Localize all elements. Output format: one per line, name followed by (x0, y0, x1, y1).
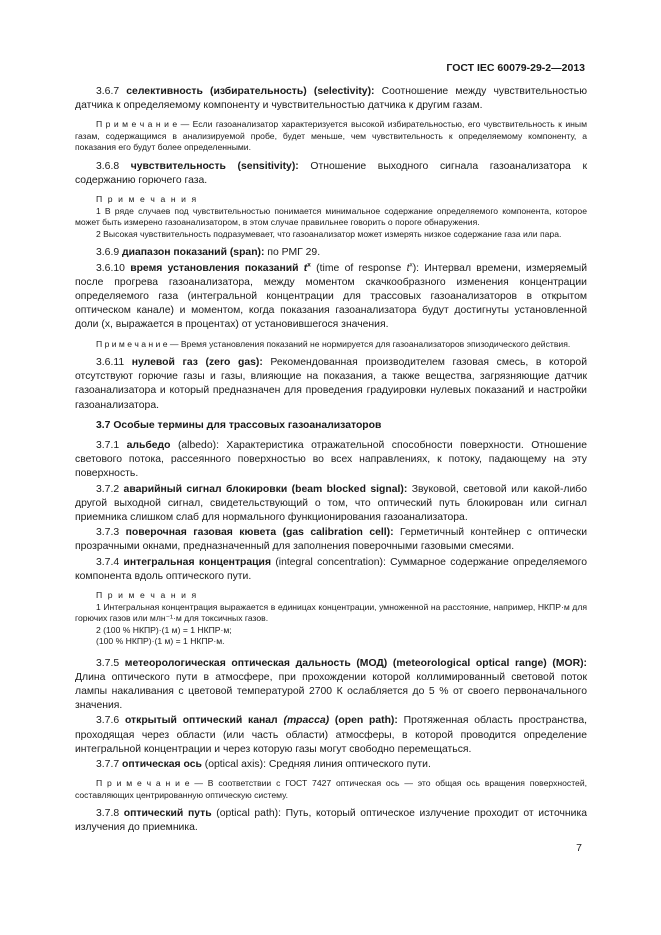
clause-3-7-6: 3.7.6 открытый оптический канал (трасса) (open path): Протяженная область пространства, проходящая через области (или часть области) атмосферы, в которой проводится определение интегральной концентрации и через которую газы могут свободно перемещаться. (75, 715, 587, 755)
clause-3-6-11: 3.6.11 нулевой газ (zero gas): Рекомендованная производителем газовая смесь, в которой отсутствуют горючие газы и газы, влияющие на показания, а также вещества, загрязняющие датчик газоанализатора и который предназначен для проведения градуировки нулевых показаний и настройки газоанализатора. (75, 357, 588, 411)
clause-3-7-3: 3.7.3 поверочная газовая кювета (gas calibration cell): Герметичный контейнер с оптически прозрачными окнами, предназначенный для заполнения поверочными газовыми смесями. (75, 527, 588, 553)
note-line: (100 % НКПР)·(1 м) = 1 НКПР·м. (96, 636, 225, 647)
clause-3-6-7: 3.6.7 селективность (избирательность) (selectivity): Соотношение между чувствительностью датчика к определяемому компоненту и чувствительностью датчика к другим газам. (75, 86, 587, 112)
clause-3-6-9: 3.6.9 диапазон показаний (span): по РМГ 29. (96, 247, 321, 259)
notes-title: П р и м е ч а н и я (96, 194, 198, 205)
note-line: 1 Интегральная концентрация выражается в единицах концентрации, умноженной на расстояние, например, НКПР·м для горючих газов или млн⁻¹·м для токсичных газов. (75, 601, 587, 624)
note-3-7-7: П р и м е ч а н и е — В соответствии с ГОСТ 7427 оптическая ось — это общая ось вращения поверхностей, составляющих центрированную оптическую систему. (75, 778, 588, 800)
note-line: 1 В ряде случаев под чувствительностью понимается минимальное содержание определяемого компонента, которое может быть измерено газоанализатором, в этом случае правильнее говорить о пороге обнаружения. (75, 205, 587, 228)
page-number: 7 (576, 842, 582, 854)
note-3-6-7: П р и м е ч а н и е — Если газоанализатор характеризуется высокой избирательностью, его чувствительность к иным газам, содержащимся в анализируемой пробе, будет меньше, чем чувствительность к определяемому компоненту, а показания его будут более определенными. (75, 119, 588, 153)
clause-3-7-5: 3.7.5 метеорологическая оптическая дальность (МОД) (meteorological optical range) (MOR): Длина оптического пути в атмосфере, при прохождении которой коллимированный световой поток лампы накаливания с цветовой температурой 2700 К ослабляется до 5 % от своего первоначального значения. (75, 657, 588, 712)
section-heading-3-7: 3.7 Особые термины для трассовых газоанализаторов (96, 419, 382, 431)
clause-3-7-2: 3.7.2 аварийный сигнал блокировки (beam blocked signal): Звуковой, световой или какой-либо другой выходной сигнал, свидетельствующий о том, что оптический путь блокирован или сигнал приемника слишком слаб для нормального функционирования газоанализатора. (75, 483, 588, 524)
clause-3-7-1: 3.7.1 альбедо (albedo): Характеристика отражательной способности поверхности. Отношение светового потока, рассеянного поверхностью во всех направлениях, к потоку, падающему на эту поверхность. (75, 440, 587, 480)
standard-header: ГОСТ IEC 60079-29-2—2013 (446, 62, 585, 74)
clause-3-6-8: 3.6.8 чувствительность (sensitivity): Отношение выходного сигнала газоанализатора к содержанию горючего газа. (75, 160, 587, 187)
clause-3-7-8: 3.7.8 оптический путь (optical path): Путь, который оптическое излучение проходит от источника излучения до приемника. (75, 808, 588, 834)
note-line: 2 Высокая чувствительность подразумевает, что газоанализатор может измерять низкое содержание газа или пара. (96, 228, 562, 239)
clause-3-6-10: 3.6.10 время установления показаний $t^x$ (time of response $t^x$): Интервал времени, измеряемый после прогрева газоанализатора, между моментом скачкообразного изменения концентрации определяемого газа (интегральной концентрации для трассовых газоанализаторов в открытом оптическом канале) и моментом, когда показания газоанализатора будут достигнуты установленной доли (x, выражается в процентах) от установившегося значения. (75, 261, 587, 331)
document-body (75, 85, 587, 836)
clause-3-7-4: 3.7.4 интегральная концентрация (integral concentration): Суммарное содержание определяемого компонента вдоль оптического пути. (75, 556, 587, 582)
notes-title: П р и м е ч а н и я (96, 590, 198, 601)
note-line: 2 (100 % НКПР)·(1 м) = 1 НКПР·м; (96, 624, 232, 635)
clause-3-7-7: 3.7.7 оптическая ось (optical axis): Средняя линия оптического пути. (96, 759, 431, 770)
note-3-6-10: П р и м е ч а н и е — Время установления показаний не нормируется для газоанализаторов эпизодического действия. (96, 338, 571, 349)
